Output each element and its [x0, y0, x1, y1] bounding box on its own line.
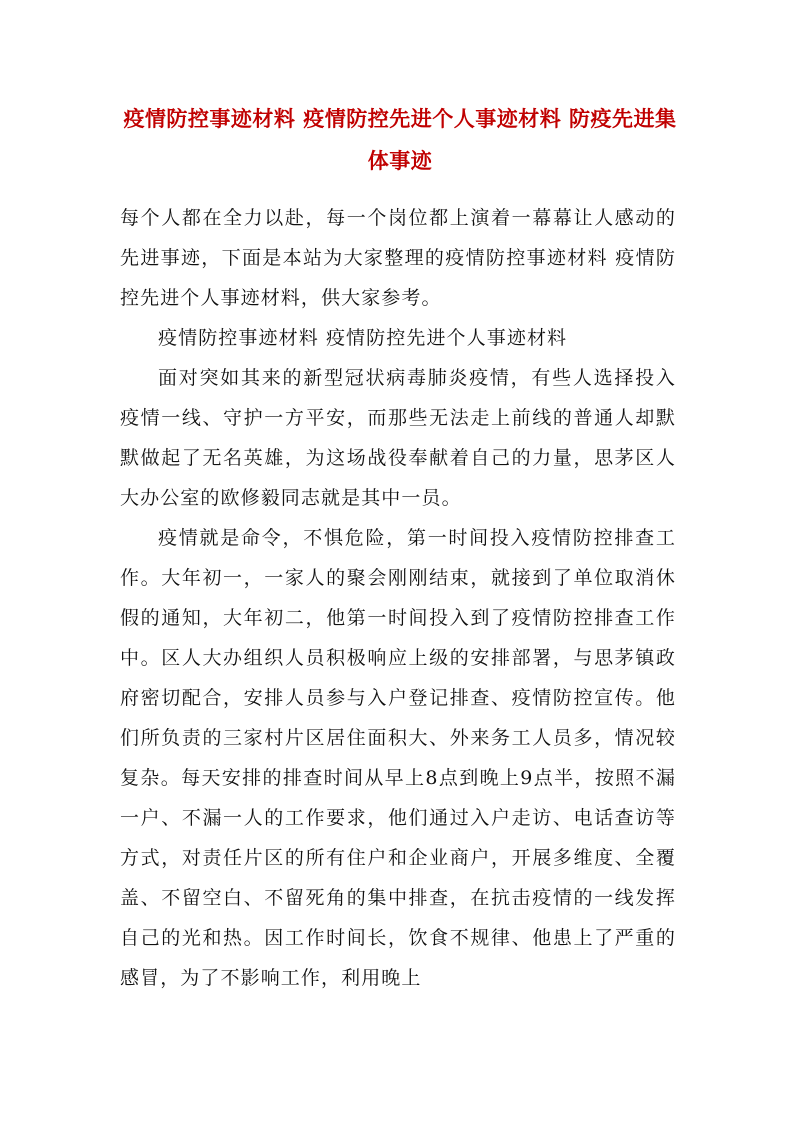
paragraph-intro: 每个人都在全力以赴，每一个岗位都上演着一幕幕让人感动的先进事迹，下面是本站为大家整理的疫情防控事迹材料 疫情防控先进个人事迹材料，供大家参考。 [120, 207, 676, 309]
paragraph-work-details: 疫情就是命令，不惧危险，第一时间投入疫情防控排查工作。大年初一，一家人的聚会刚刚结束，就接到了单位取消休假的通知，大年初二，他第一时间投入到了疫情防控排查工作中。区人大办组织人员积极响应上级的安排部署，与思茅镇政府密切配合，安排人员参与入户登记排查、疫情防控宣传。他们所负责的三家村片区居住面积大、外来务工人员多，情况较复杂。每天安排的排查时间从早上8点到晚上9点半，按照不漏一户、不漏一人的工作要求，他们通过入户走访、电话查访等方式，对责任片区的所有住户和企业商户，开展多维度、全覆盖、不留空白、不留死角的集中排查，在抗击疫情的一线发挥自己的光和热。因工作时间长，饮食不规律、他患上了严重的感冒，为了不影响工作，利用晚上 [120, 527, 676, 989]
paragraph-subheading: 疫情防控事迹材料 疫情防控先进个人事迹材料 [158, 327, 568, 349]
paragraph-background: 面对突如其来的新型冠状病毒肺炎疫情，有些人选择投入疫情一线、守护一方平安，而那些无法走上前线的普通人却默默做起了无名英雄，为这场战役奉献着自己的力量，思茅区人大办公室的欧修毅同志就是其中一员。 [120, 367, 676, 509]
document-title: 疫情防控事迹材料 疫情防控先进个人事迹材料 防疫先进集体事迹 [123, 106, 677, 173]
document-body [120, 198, 676, 998]
